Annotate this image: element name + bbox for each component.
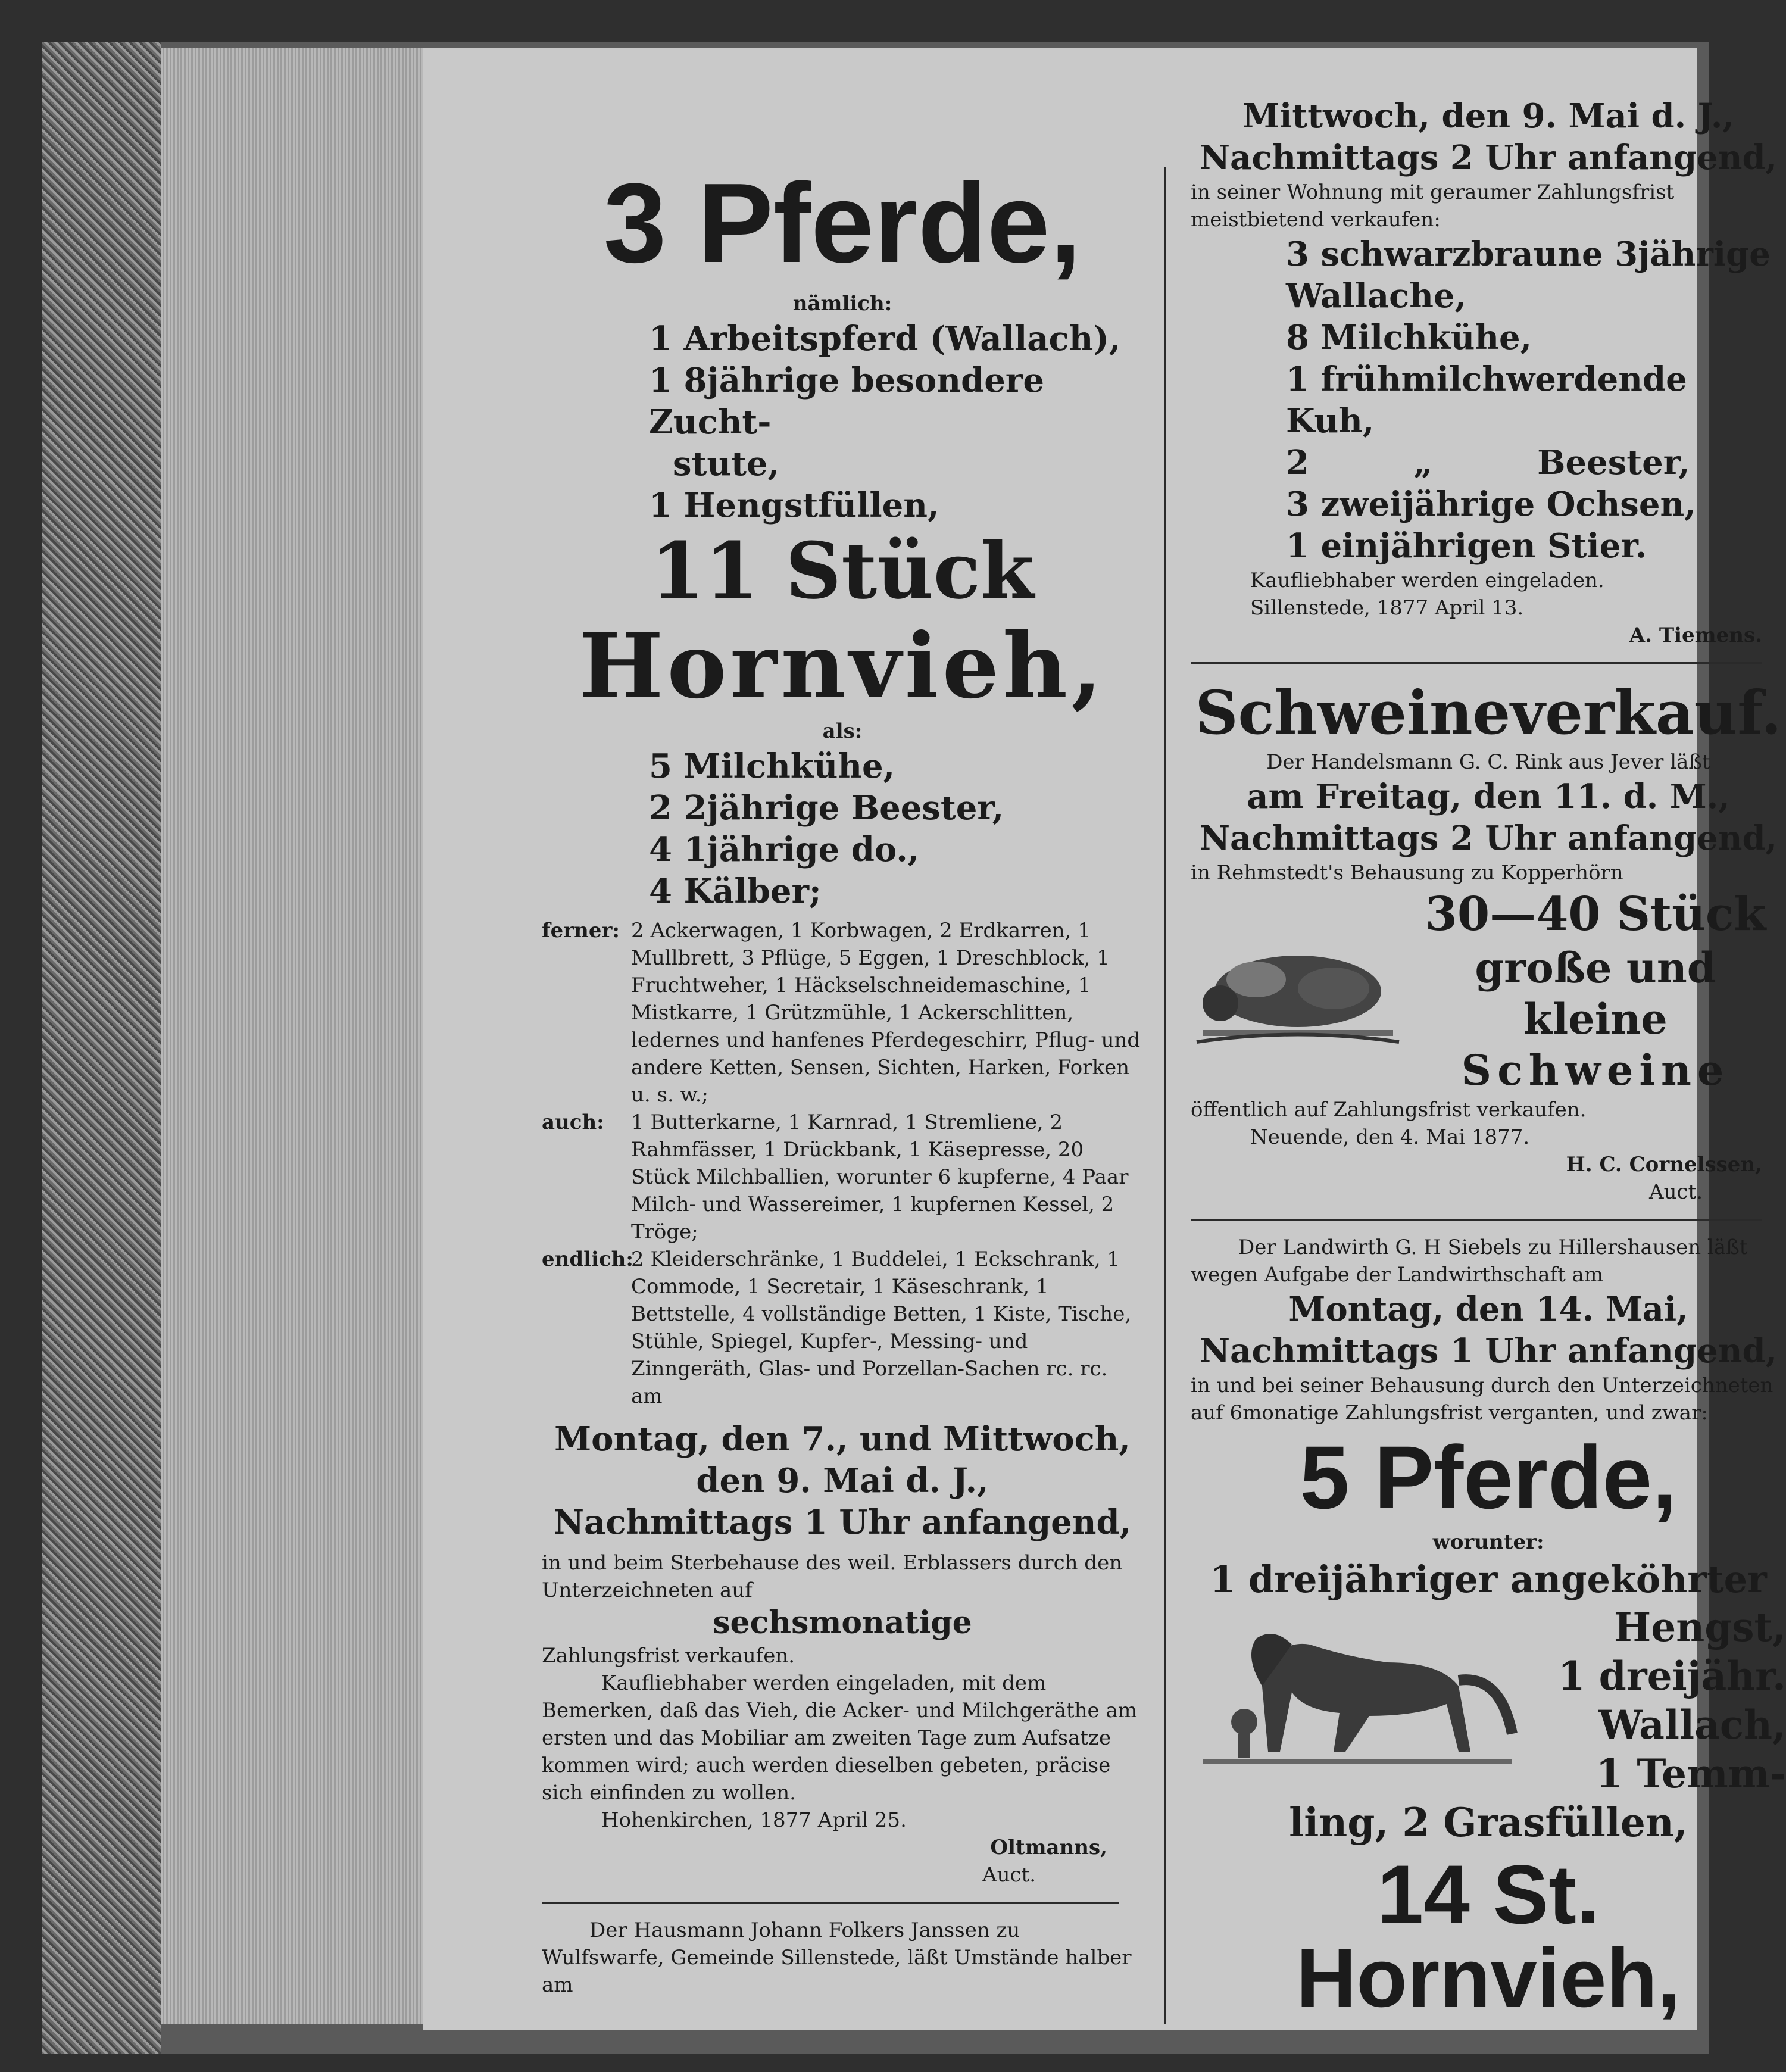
- ferner-paragraph: [542, 917, 1143, 1109]
- ad2-text: öffentlich auf Zahlungsfrist verkaufen.: [1191, 1098, 1587, 1122]
- ad3-intro: Der Landwirth G. H Siebels zu Hillershausen läßt wegen Aufgabe der Landwirthschaft am: [1191, 1235, 1748, 1287]
- ad2-line-1: 30—40 Stück: [1425, 887, 1766, 941]
- book-scan: [42, 42, 1786, 2054]
- auction-time: Nachmittags 1 Uhr anfangend,: [553, 1503, 1132, 1542]
- auction-date-line-1: Montag, den 7., und Mittwoch,: [554, 1419, 1131, 1459]
- ad2-signature: H. C. Cornelssen,: [1566, 1153, 1762, 1177]
- ad3-line-1: 1 dreijähriger angeköhrter: [1210, 1558, 1767, 1601]
- list-item: 3 zweijährige Ochsen,: [1286, 485, 1696, 524]
- horse-list: [542, 318, 1143, 526]
- list-item: 8 Milchkühe,: [1286, 318, 1532, 357]
- ad3-horse-lines: [1524, 1603, 1786, 1798]
- ferner-text: 2 Ackerwagen, 1 Korbwagen, 2 Erdkarren, 1 Mullbrett, 3 Pflüge, 5 Eggen, 1 Dreschblock, 1 Fruchtweher, 1 Häckselschneidemaschine, 1 Mistkarre, 1 Grützmühle, 1 Ackerschlitten, ledernes und hanfenes Pferdegeschirr, Pflug- und andere Ketten, Sensen, Sichten, Harken, Forken u. s. w.;: [631, 919, 1141, 1107]
- ferner-label: ferner:: [542, 919, 620, 943]
- horse-woodcut-icon: [1191, 1603, 1524, 1781]
- ad3-line-5: 1 Temm-: [1595, 1750, 1786, 1797]
- pig-woodcut-icon: [1191, 932, 1405, 1051]
- ad2-line-2: große und kleine: [1475, 943, 1716, 1044]
- ad2-dateline: Neuende, den 4. Mai 1877.: [1250, 1125, 1530, 1149]
- list-item: Wallache,: [1286, 276, 1467, 316]
- ad2-pig-block: [1191, 887, 1786, 1096]
- ad3-line-4: Wallach,: [1598, 1702, 1786, 1748]
- ad2-intro: Der Handelsmann G. C. Rink aus Jever läßt: [1266, 750, 1710, 774]
- list-item: 4 Kälber;: [649, 872, 822, 911]
- heading-11-stueck: 11 Stück: [651, 525, 1034, 616]
- list-item: stute,: [673, 444, 780, 483]
- list-item: 1 8jährige besondere Zucht-: [649, 361, 1045, 442]
- subhead-naemlich: nämlich:: [792, 292, 892, 316]
- list-item: 1 einjährigen Stier.: [1286, 526, 1647, 566]
- ad3-horse-block: [1191, 1603, 1786, 1798]
- list-item: 2 2jährige Beester,: [649, 788, 1004, 828]
- heading-3-pferde: 3 Pferde,: [603, 160, 1082, 286]
- list-item: 2 „ Beester,: [1286, 443, 1690, 482]
- list-item: 1 Arbeitspferd (Wallach),: [649, 319, 1121, 358]
- auch-paragraph: [542, 1109, 1143, 1246]
- list-item: 3 schwarzbraune 3jährige: [1286, 235, 1771, 274]
- ad3-line-3: 1 dreijähr.: [1557, 1653, 1786, 1699]
- book-edge: [42, 42, 161, 2054]
- endlich-text: 2 Kleiderschränke, 1 Buddelei, 1 Eckschrank, 1 Commode, 1 Secretair, 1 Käseschrank, 1 Bettstelle, 4 vollständige Betten, 1 Kiste, Tische, Stühle, Spiegel, Kupfer-, Messing- und Zinngeräth, Glas- und Porzellan-Sachen rc. rc. am: [631, 1247, 1132, 1408]
- buyer-note: Kaufliebhaber werden eingeladen, mit dem Bemerken, daß das Vieh, die Acker- und Milchgeräthe am ersten und das Mobiliar am zweiten Tage zum Aufsatze kommen wird; auch werden dieselben gebeten, präcise sich einfinden zu wollen.: [542, 1671, 1137, 1805]
- ad-separator: [542, 1902, 1119, 1904]
- payment-term-text: Zahlungsfrist verkaufen.: [542, 1644, 795, 1668]
- auch-text: 1 Butterkarne, 1 Karnrad, 1 Stremliene, 2 Rahmfässer, 1 Drückbank, 1 Käsepresse, 20 Stück Milchballien, worunter 6 kupferne, 4 Paar Milch- und Wassereimer, 1 kupfernen Kessel, 2 Tröge;: [631, 1110, 1129, 1244]
- ad3-time: Nachmittags 1 Uhr anfangend,: [1199, 1331, 1778, 1371]
- subhead-als: als:: [822, 719, 863, 743]
- right-column: [1191, 96, 1786, 2024]
- ad1-text: in seiner Wohnung mit geraumer Zahlungsfrist meistbietend verkaufen:: [1191, 180, 1675, 232]
- left-column: [542, 160, 1143, 1999]
- ad3-date: Montag, den 14. Mai,: [1288, 1290, 1688, 1329]
- ad2-place: in Rehmstedt's Behausung zu Kopperhörn: [1191, 861, 1623, 885]
- signature-role: Auct.: [982, 1863, 1036, 1887]
- ad2-time: Nachmittags 2 Uhr anfangend,: [1199, 819, 1778, 858]
- ad1-dateline: Sillenstede, 1877 April 13.: [1250, 596, 1524, 620]
- ad3-text: in und bei seiner Behausung durch den Unterzeichneten auf 6monatige Zahlungsfrist verganten, und zwar:: [1191, 1374, 1773, 1425]
- signature: Oltmanns,: [990, 1836, 1107, 1859]
- ad3-heading-5-pferde: 5 Pferde,: [1300, 1427, 1677, 1527]
- ad2-line-3: Schweine: [1461, 1046, 1730, 1095]
- ad3-subhead: worunter:: [1432, 1530, 1544, 1554]
- endlich-paragraph: [542, 1246, 1143, 1410]
- newspaper-page: [423, 48, 1786, 2030]
- list-item: 4 1jährige do.,: [649, 830, 920, 869]
- list-item: 1 frühmilchwerdende Kuh,: [1286, 360, 1687, 441]
- ad2-role: Auct.: [1649, 1180, 1703, 1204]
- ad2-headlines: [1405, 887, 1786, 1096]
- ad1-date: Mittwoch, den 9. Mai d. J.,: [1242, 96, 1734, 136]
- endlich-label: endlich:: [542, 1247, 633, 1271]
- auction-date-line-2: den 9. Mai d. J.,: [696, 1461, 989, 1500]
- ad3-line-2: Hengst,: [1613, 1604, 1786, 1650]
- ad1-time: Nachmittags 2 Uhr anfangend,: [1199, 138, 1778, 177]
- ad3-line-6: ling, 2 Grasfüllen,: [1289, 1799, 1688, 1846]
- heading-hornvieh: Hornvieh,: [579, 614, 1106, 719]
- list-item: 5 Milchkühe,: [649, 747, 895, 786]
- payment-term: sechsmonatige: [713, 1605, 972, 1641]
- cattle-list: [542, 745, 1143, 912]
- ad1-list: [1191, 233, 1786, 567]
- ad-separator: [1191, 662, 1762, 664]
- dateline: Hohenkirchen, 1877 April 25.: [601, 1808, 907, 1832]
- ad1-note: Kaufliebhaber werden eingeladen.: [1250, 569, 1604, 592]
- ad2-title: Schweineverkauf.: [1195, 678, 1782, 748]
- auch-label: auch:: [542, 1110, 604, 1134]
- column-divider: [1164, 167, 1166, 2024]
- page-stack: [161, 48, 423, 2024]
- ad2-date: am Freitag, den 11. d. M.,: [1247, 777, 1730, 816]
- next-ad-intro: Der Hausmann Johann Folkers Janssen zu Wulfswarfe, Gemeinde Sillenstede, läßt Umstände halber am: [542, 1918, 1132, 1997]
- ad3-heading-hornvieh: 14 St. Hornvieh,: [1296, 1848, 1681, 2024]
- list-item: 1 Hengstfüllen,: [649, 486, 939, 525]
- ad-separator: [1191, 1219, 1762, 1221]
- ad1-signature: A. Tiemens.: [1629, 623, 1762, 647]
- auction-place: in und beim Sterbehause des weil. Erblassers durch den Unterzeichneten auf: [542, 1551, 1123, 1602]
